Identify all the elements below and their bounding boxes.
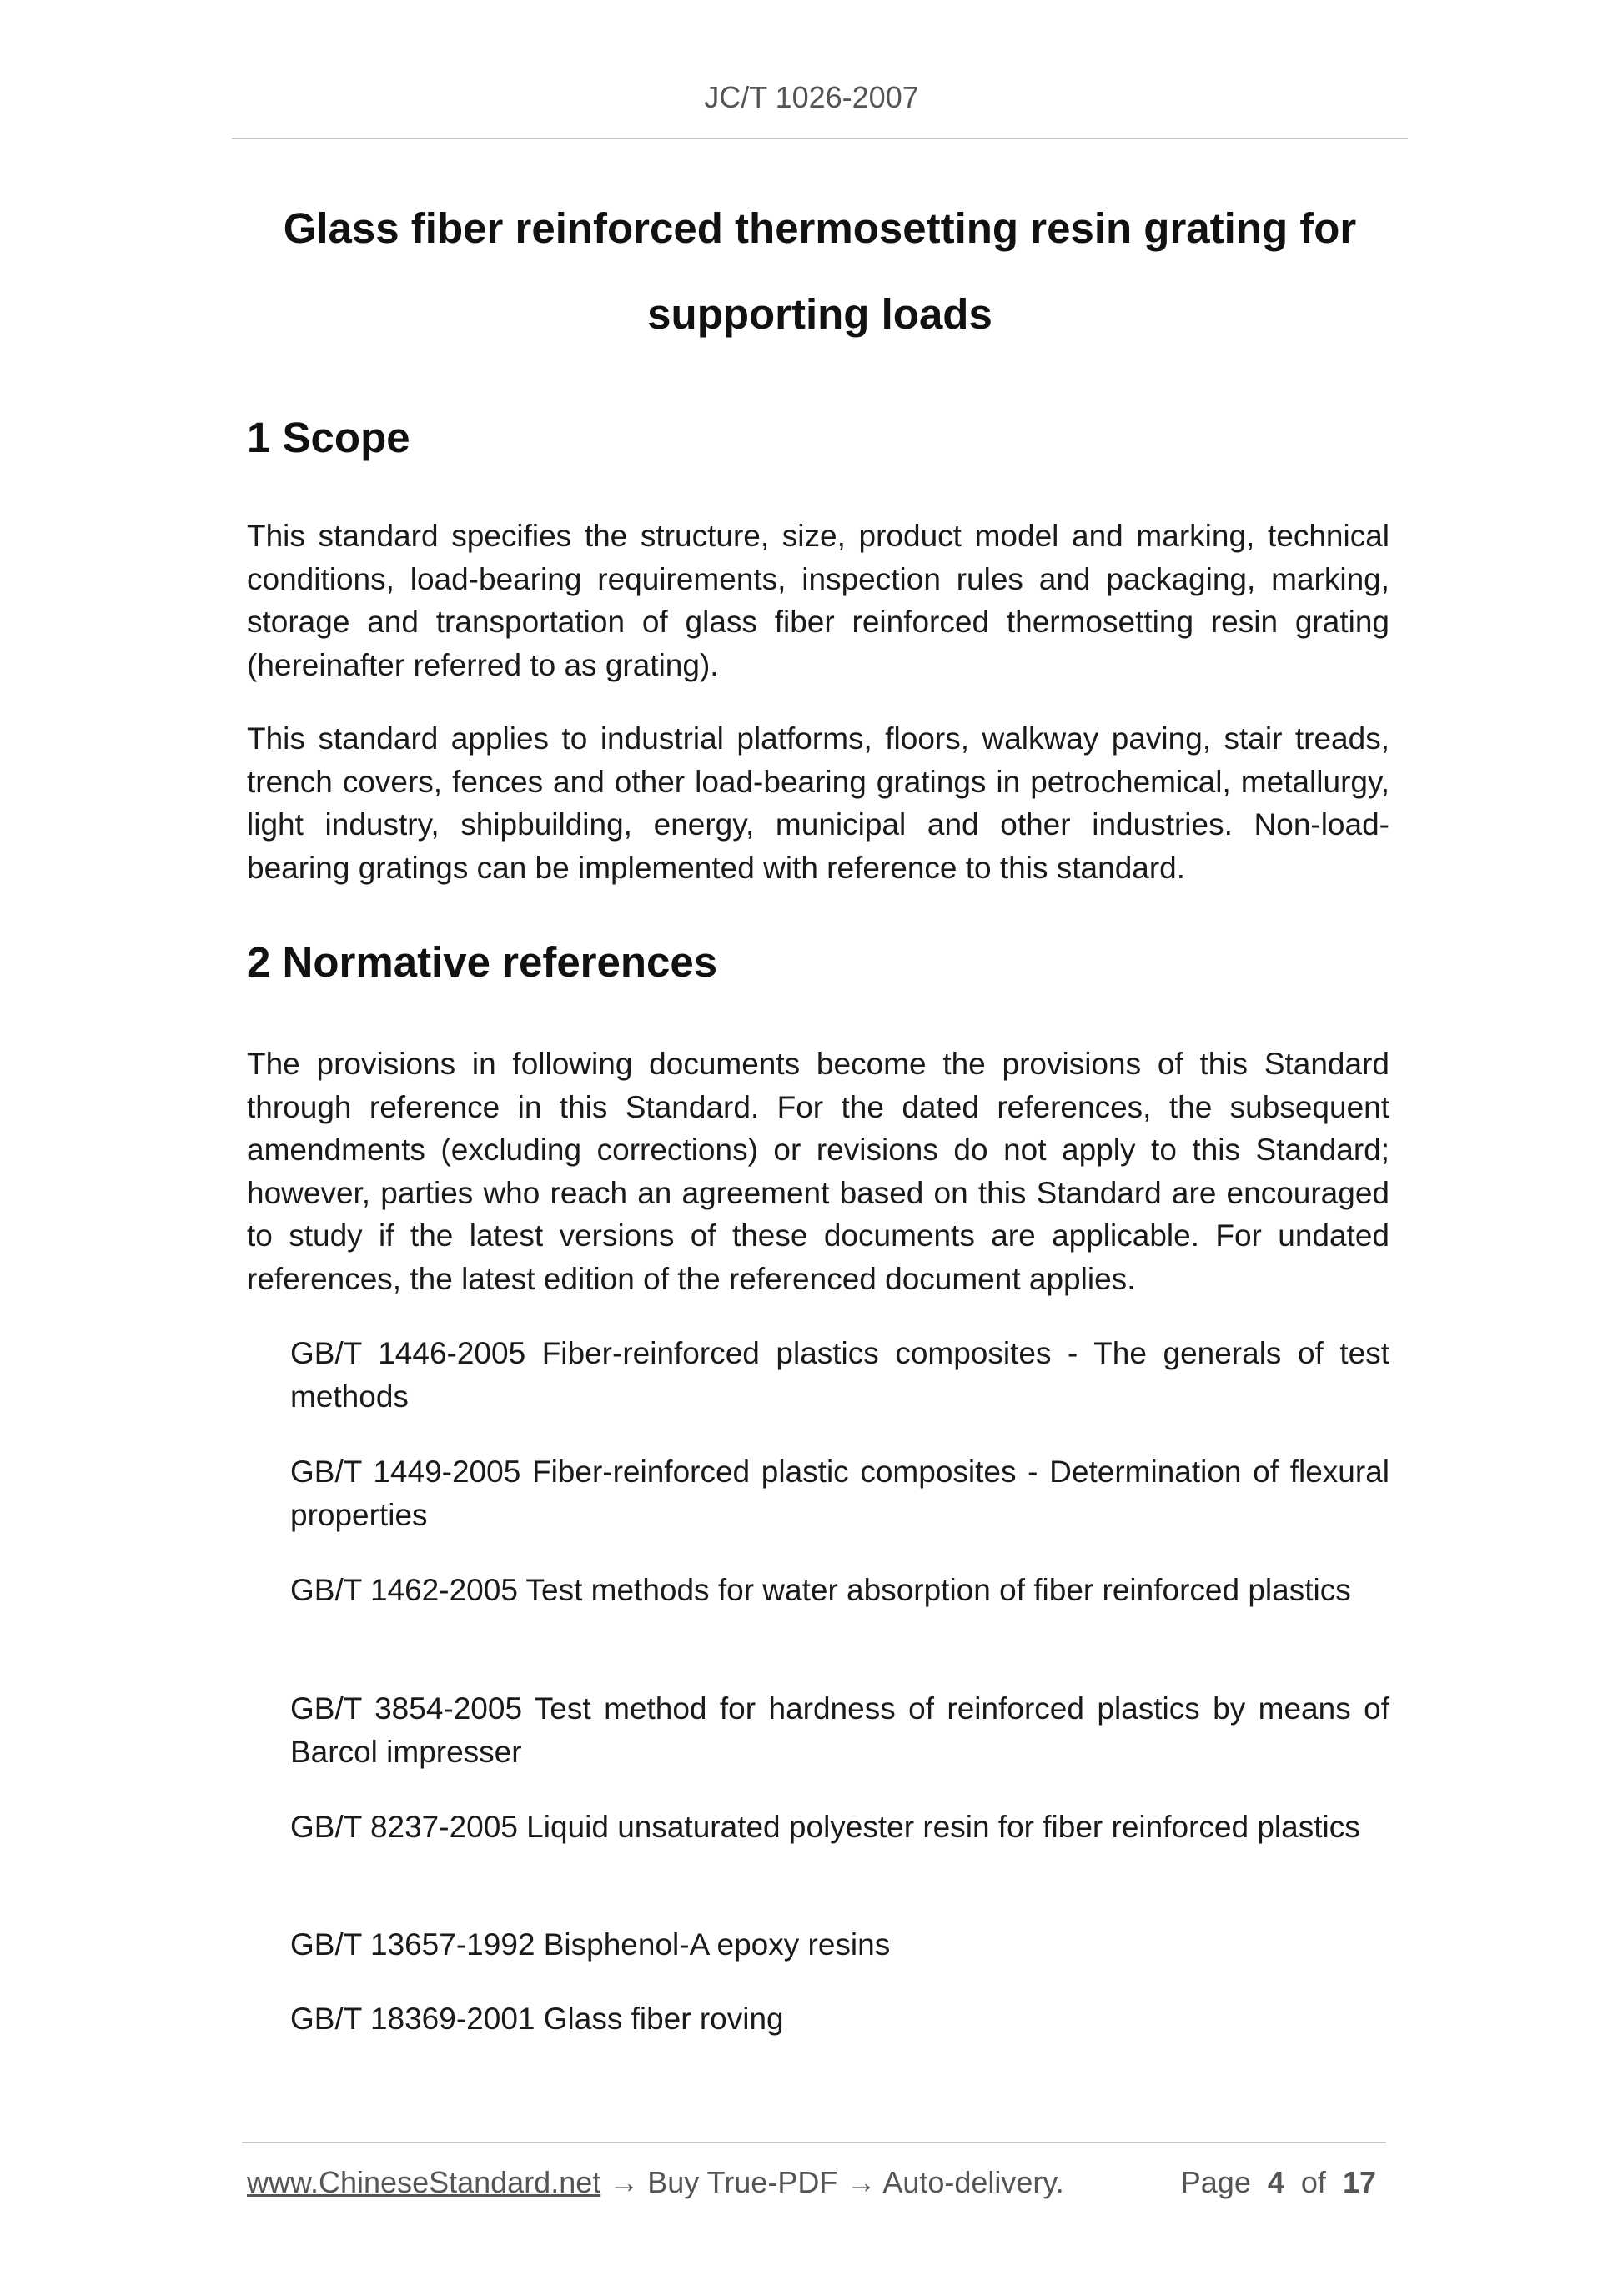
header-divider: [232, 138, 1408, 139]
title-line-2: supporting loads: [647, 290, 992, 338]
normative-paragraph: The provisions in following documents become the provisions of this Standard through reference in this Standard. For the dated references, the subsequent amendments (excluding corrections) or revisions do not apply to this Standard; however, parties who reach an agreement based on this Standard are encouraged to study if the latest versions of these documents are applicable. For undated references, the latest edition of the referenced document applies.: [247, 1047, 1389, 1296]
reference-item: GB/T 1449-2005 Fiber-reinforced plastic composites - Determination of flexural properties: [290, 1454, 1389, 1532]
reference-item: GB/T 18369-2001 Glass fiber roving: [290, 2002, 784, 2036]
title-line-1: Glass fiber reinforced thermosetting resin grating for: [283, 204, 1357, 252]
document-title: [234, 185, 1406, 357]
reference-item: GB/T 3854-2005 Test method for hardness of reinforced plastics by means of Barcol impresser: [290, 1691, 1389, 1769]
footer-promo-text: → Buy True-PDF → Auto-delivery.: [600, 2165, 1064, 2199]
footer-divider: [242, 2142, 1386, 2143]
reference-item: GB/T 8237-2005 Liquid unsaturated polyester resin for fiber reinforced plastics: [290, 1810, 1360, 1844]
scope-paragraph-2: This standard applies to industrial platforms, floors, walkway paving, stair treads, trench covers, fences and other load-bearing gratings in petrochemical, metallurgy, light industry, shipbuilding, energy, municipal and other industries. Non-load-bearing gratings can be implemented with reference to this standard.: [247, 721, 1389, 885]
page-label: Page: [1180, 2165, 1251, 2199]
running-header: JC/T 1026-2007: [704, 80, 919, 114]
page-of-label: of: [1300, 2165, 1326, 2199]
website-link[interactable]: www.ChineseStandard.net: [247, 2165, 601, 2199]
scope-paragraph-1: This standard specifies the structure, size, product model and marking, technical conditions, load-bearing requirements, inspection rules and packaging, marking, storage and transportation of glass fiber reinforced thermosetting resin grating (hereinafter referred to as grating).: [247, 519, 1389, 682]
reference-item: GB/T 13657-1992 Bisphenol-A epoxy resins: [290, 1927, 891, 1962]
current-page-number: 4: [1267, 2165, 1284, 2199]
reference-item: GB/T 1446-2005 Fiber-reinforced plastics composites - The generals of test methods: [290, 1336, 1389, 1414]
page-indicator: [1181, 2165, 1376, 2200]
section-heading-scope: 1 Scope: [247, 414, 410, 461]
section-heading-normative-references: 2 Normative references: [247, 938, 718, 986]
reference-item: GB/T 1462-2005 Test methods for water absorption of fiber reinforced plastics: [290, 1573, 1351, 1607]
total-pages-number: 17: [1342, 2165, 1376, 2199]
page-footer: [247, 2165, 1376, 2200]
